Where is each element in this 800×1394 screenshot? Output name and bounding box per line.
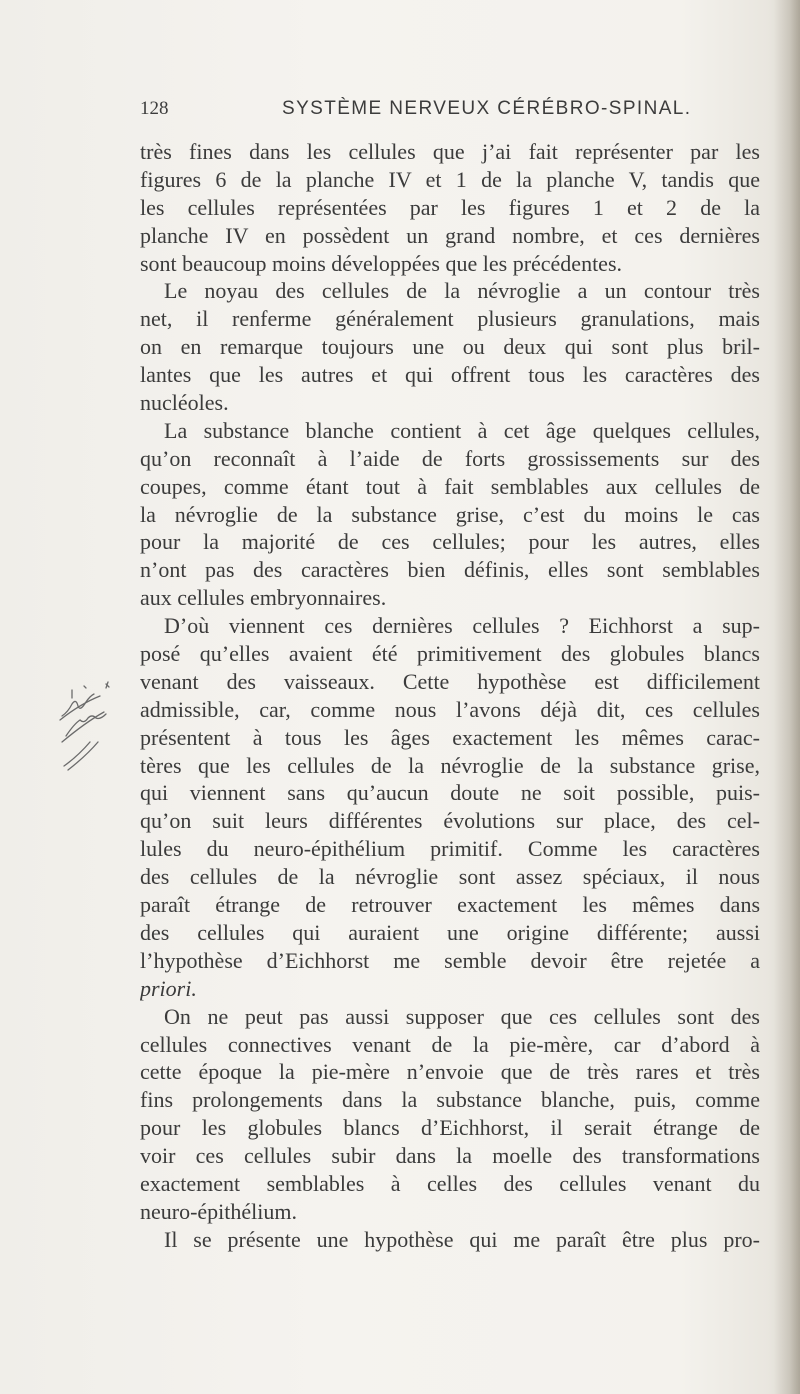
text-line: on en remarque toujours une ou deux qui sont plus bril- <box>140 334 760 360</box>
text-line: très fines dans les cellules que j’ai fait représenter par les <box>140 139 760 164</box>
text-line: admissible, car, comme nous l’avons déjà dit, ces cellules <box>140 696 760 722</box>
page-edge-shadow <box>774 0 800 1394</box>
text-line: venant des vaisseaux. Cette hypothèse est difficilement <box>140 668 760 694</box>
text-line: tères que les cellules de la névroglie de la substance grise, <box>140 752 760 778</box>
text-line: Le noyau des cellules de la névroglie a un contour très <box>164 278 760 304</box>
text-line: figures 6 de la planche IV et 1 de la planche V, tandis que <box>140 166 760 192</box>
text-line: aux cellules embryonnaires. <box>140 585 387 611</box>
text-line: la névroglie de la substance grise, c’est du moins le cas <box>140 501 760 527</box>
text-line: l’hypothèse d’Eichhorst me semble devoir être rejetée a <box>140 947 760 973</box>
text-line: qu’on suit leurs différentes évolutions sur place, des cel- <box>140 808 760 834</box>
text-line: priori. <box>140 975 197 1001</box>
running-title: SYSTÈME NERVEUX CÉRÉBRO-SPINAL. <box>282 98 692 119</box>
text-line: lules du neuro-épithélium primitif. Comme les caractères <box>140 836 760 862</box>
text-line: des cellules de la névroglie sont assez spéciaux, il nous <box>140 864 760 890</box>
text-line: On ne peut pas aussi supposer que ces cellules sont des <box>164 1003 760 1029</box>
text-line: net, il renferme généralement plusieurs granulations, mais <box>140 306 760 332</box>
text-line: les cellules représentées par les figures 1 et 2 de la <box>140 194 760 220</box>
text-line: paraît étrange de retrouver exactement les mêmes dans <box>140 892 760 918</box>
text-line: D’où viennent ces dernières cellules ? Eichhorst a sup- <box>164 613 760 639</box>
text-line: sont beaucoup moins développées que les précédentes. <box>140 250 623 276</box>
text-line: neuro-épithélium. <box>140 1198 298 1224</box>
text-line: pour les globules blancs d’Eichhorst, il serait étrange de <box>140 1115 760 1141</box>
text-line: cette époque la pie-mère n’envoie que de très rares et très <box>140 1059 760 1085</box>
margin-pencil-doodle <box>58 676 128 772</box>
text-line: La substance blanche contient à cet âge quelques cellules, <box>164 417 760 443</box>
text-line: Il se présente une hypothèse qui me paraît être plus pro- <box>164 1226 760 1252</box>
text-line: pour la majorité de ces cellules; pour les autres, elles <box>140 529 760 555</box>
text-line: planche IV en possèdent un grand nombre, et ces dernières <box>140 222 760 248</box>
text-line: cellules connectives venant de la pie-mère, car d’abord à <box>140 1031 760 1057</box>
text-line: voir ces cellules subir dans la moelle des transformations <box>140 1143 760 1169</box>
text-line: qu’on reconnaît à l’aide de forts grossissements sur des <box>140 445 760 471</box>
body-text <box>140 138 760 1254</box>
text-line: posé qu’elles avaient été primitivement des globules blancs <box>140 641 760 667</box>
text-line: n’ont pas des caractères bien définis, elles sont semblables <box>140 557 760 583</box>
text-line: nucléoles. <box>140 390 229 416</box>
text-line: qui viennent sans qu’aucun doute ne soit possible, puis- <box>140 780 760 806</box>
text-line: coupes, comme étant tout à fait semblables aux cellules de <box>140 473 760 499</box>
text-line: exactement semblables à celles des cellules venant du <box>140 1170 760 1196</box>
text-line: fins prolongements dans la substance blanche, puis, comme <box>140 1087 760 1113</box>
text-line: lantes que les autres et qui offrent tous les caractères des <box>140 362 760 388</box>
page-number: 128 <box>140 98 169 119</box>
text-line: présentent à tous les âges exactement les mêmes carac- <box>140 724 760 750</box>
page-header <box>140 98 720 128</box>
text-line: des cellules qui auraient une origine différente; aussi <box>140 919 760 945</box>
